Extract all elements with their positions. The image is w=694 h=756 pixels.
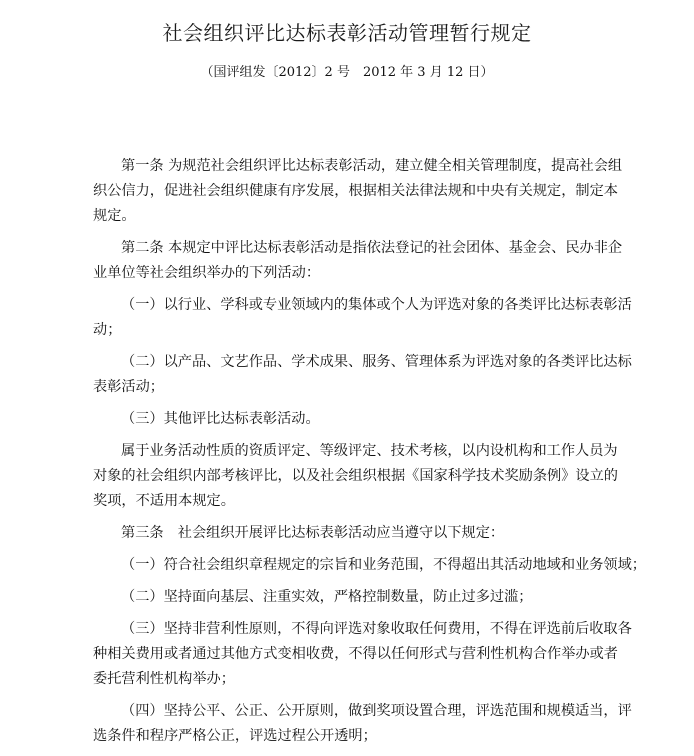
document-paragraph — [93, 350, 633, 400]
paragraph-line: （二）以产品、文艺作品、学术成果、服务、管理体系为评选对象的各类评比达标 — [121, 354, 632, 370]
paragraph-line: 种相关费用或者通过其他方式变相收费，不得以任何形式与营利性机构合作举办或者 — [93, 646, 618, 662]
document-paragraph — [93, 439, 633, 514]
paragraph-line: 属于业务活动性质的资质评定、等级评定、技术考核，以内设机构和工作人员为 — [121, 443, 618, 459]
document-paragraph — [93, 293, 633, 343]
document-paragraph — [93, 699, 633, 749]
paragraph-line: 选条件和程序严格公正，评选过程公开透明； — [93, 728, 377, 744]
document-paragraph — [93, 585, 633, 610]
paragraph-line: （一）符合社会组织章程规定的宗旨和业务范围，不得超出其活动地域和业务领域； — [121, 557, 646, 573]
document-subtitle: （国评组发〔2012〕2 号 2012 年 3 月 12 日） — [200, 65, 494, 80]
paragraph-line: （一）以行业、学科或专业领域内的集体或个人为评选对象的各类评比达标表彰活 — [121, 297, 632, 313]
paragraph-line: （四）坚持公平、公正、公开原则，做到奖项设置合理，评选范围和规模适当，评 — [121, 703, 632, 719]
document-title: 社会组织评比达标表彰活动管理暂行规定 — [162, 21, 532, 45]
paragraph-line: 第三条 社会组织开展评比达标表彰活动应当遵守以下规定： — [121, 525, 505, 541]
paragraph-line: 对象的社会组织内部考核评比，以及社会组织根据《国家科学技术奖励条例》设立的 — [93, 468, 618, 484]
document-body — [93, 154, 646, 756]
paragraph-line: 动； — [93, 322, 122, 338]
paragraph-line: 第一条 为规范社会组织评比达标表彰活动，建立健全相关管理制度，提高社会组 — [121, 158, 623, 174]
document-paragraph — [93, 617, 633, 692]
paragraph-line: 表彰活动； — [93, 379, 164, 395]
document-paragraph — [93, 236, 633, 286]
paragraph-line: 奖项，不适用本规定。 — [93, 493, 235, 509]
paragraph-line: 业单位等社会组织举办的下列活动： — [93, 265, 321, 281]
document-paragraph — [93, 407, 633, 432]
document-paragraph — [93, 154, 633, 229]
paragraph-line: 规定。 — [93, 208, 136, 224]
paragraph-line: 委托营利性机构举办； — [93, 671, 235, 687]
document-paragraph — [93, 553, 646, 578]
document-paragraph — [93, 521, 633, 546]
paragraph-line: （三）坚持非营利性原则，不得向评选对象收取任何费用，不得在评选前后收取各 — [121, 621, 632, 637]
paragraph-line: （三）其他评比达标表彰活动。 — [121, 411, 320, 427]
paragraph-line: （二）坚持面向基层、注重实效，严格控制数量，防止过多过滥； — [121, 589, 533, 605]
paragraph-line: 第二条 本规定中评比达标表彰活动是指依法登记的社会团体、基金会、民办非企 — [121, 240, 623, 256]
paragraph-line: 织公信力，促进社会组织健康有序发展，根据相关法律法规和中央有关规定，制定本 — [93, 183, 618, 199]
